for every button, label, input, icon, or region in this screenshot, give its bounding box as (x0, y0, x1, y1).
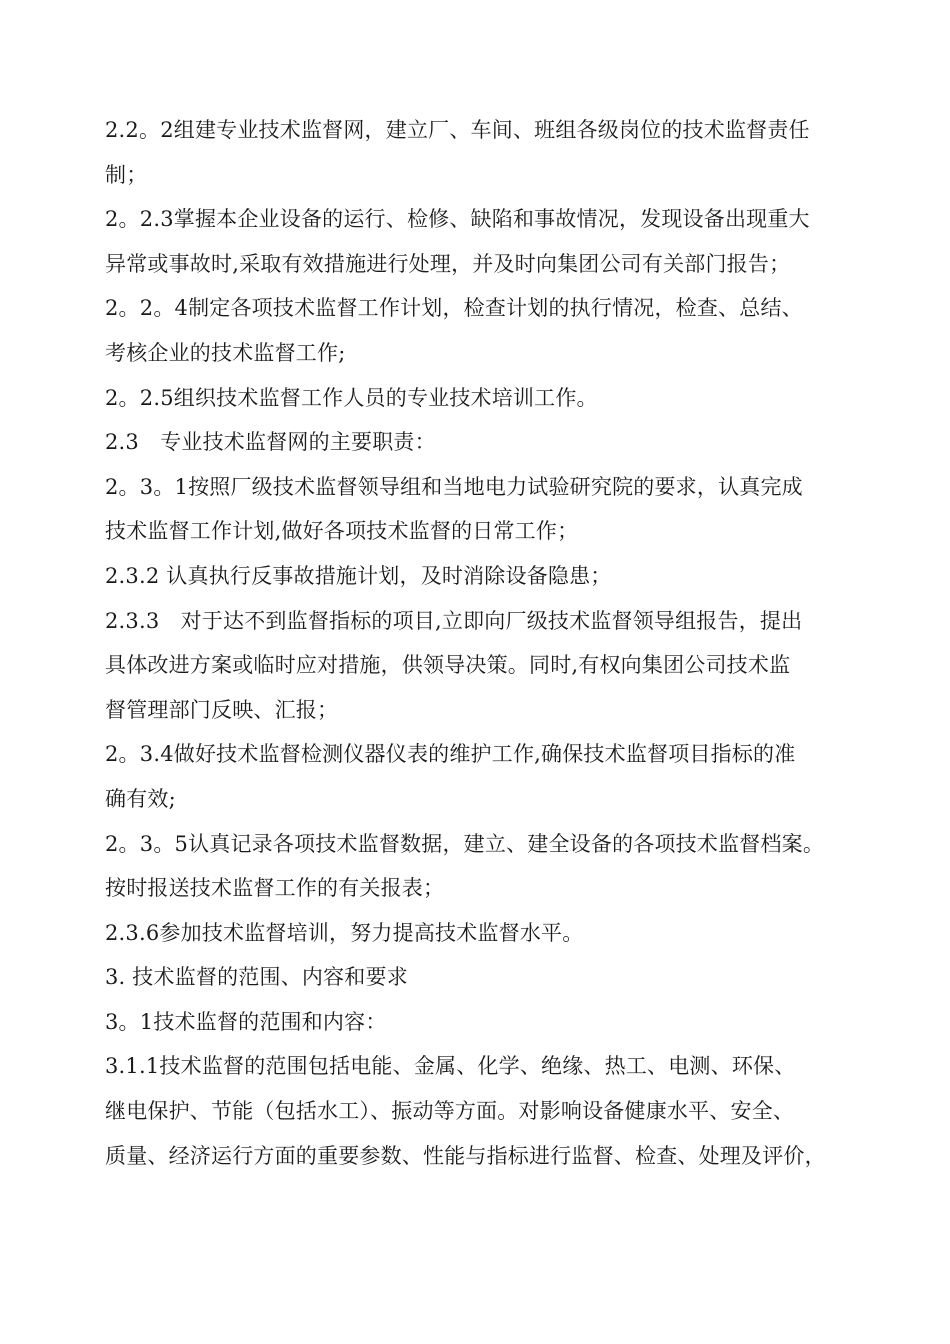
section-heading: 2.3 专业技术监督网的主要职责： (105, 430, 436, 455)
text-line: 2。3.4做好技术监督检测仪器仪表的维护工作,确保技术监督项目指标的准 (105, 742, 796, 767)
text-line: 2。3。1按照厂级技术监督领导组和当地电力试验研究院的要求，认真完成 (105, 474, 803, 499)
text-line: 3.1.1技术监督的范围包括电能、金属、化学、绝缘、热工、电测、环保、 (105, 1054, 796, 1079)
text-line: 具体改进方案或临时应对措施，供领导决策。同时,有权向集团公司技术监 (105, 653, 791, 678)
section-heading: 3. 技术监督的范围、内容和要求 (105, 965, 408, 990)
text-line: 2。3。5认真记录各项技术监督数据，建立、建全设备的各项技术监督档案。 (105, 831, 825, 856)
text-line: 考核企业的技术监督工作; (105, 340, 346, 365)
text-line: 继电保护、节能（包括水工）、振动等方面。对影响设备健康水平、安全、 (105, 1099, 795, 1124)
section-heading: 3。1技术监督的范围和内容： (105, 1009, 387, 1034)
text-line: 按时报送技术监督工作的有关报表； (105, 876, 445, 901)
text-line: 技术监督工作计划,做好各项技术监督的日常工作； (105, 519, 579, 544)
text-line: 质量、经济运行方面的重要参数、性能与指标进行监督、检查、处理及评价， (105, 1143, 826, 1168)
text-line: 2.3.3 对于达不到监督指标的项目,立即向厂级技术监督领导组报告，提出 (105, 608, 803, 633)
document-body (105, 108, 855, 1178)
text-line: 确有效; (105, 786, 176, 811)
text-line: 制； (105, 162, 148, 187)
text-line: 2。2.5组织技术监督工作人员的专业技术培训工作。 (105, 385, 598, 410)
text-line: 2.2。2组建专业技术监督网，建立厂、车间、班组各级岗位的技术监督责任 (105, 118, 810, 142)
text-line: 2。2.3掌握本企业设备的运行、检修、缺陷和事故情况，发现设备出现重大 (105, 207, 810, 232)
text-line: 督管理部门反映、汇报； (105, 697, 339, 722)
text-line: 2.3.2 认真执行反事故措施计划，及时消除设备隐患； (105, 563, 612, 588)
text-line: 异常或事故时,采取有效措施进行处理，并及时向集团公司有关部门报告； (105, 251, 791, 276)
text-line: 2.3.6参加技术监督培训，努力提高技术监督水平。 (105, 920, 584, 945)
text-line: 2。2。4制定各项技术监督工作计划，检查计划的执行情况，检查、总结、 (105, 296, 803, 321)
